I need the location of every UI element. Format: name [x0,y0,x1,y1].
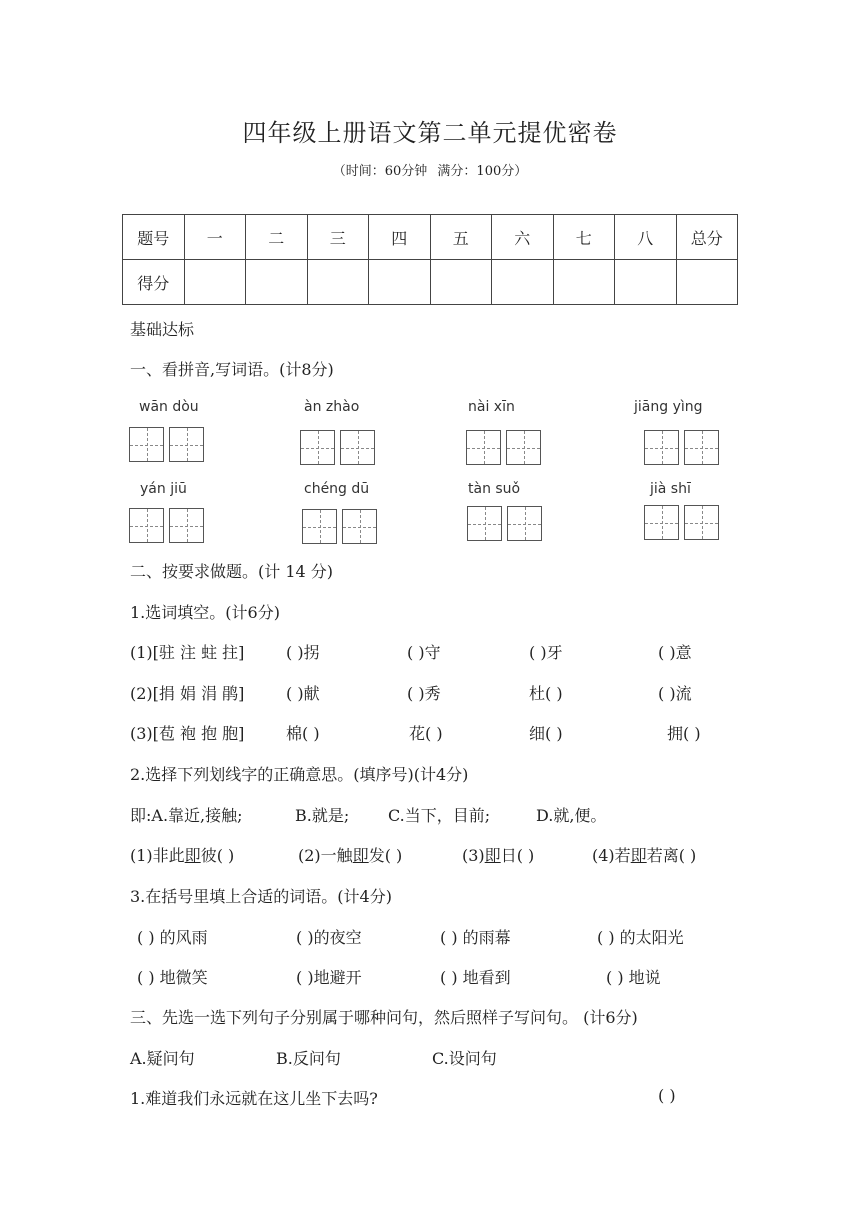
character-writing-box[interactable] [169,427,204,462]
score-cell[interactable] [676,260,738,305]
character-writing-box[interactable] [507,506,542,541]
underline-question[interactable]: (1)非此即彼( ) [130,846,235,865]
character-writing-box[interactable] [466,430,501,465]
header-cell: 四 [369,215,431,260]
score-cell[interactable] [184,260,246,305]
question-1-heading: 一、看拼音,写词语。(计8分) [130,360,334,379]
header-cell: 一 [184,215,246,260]
score-table-header-row [123,215,738,260]
question-type-option: C.设问句 [432,1049,497,1068]
question-3-heading: 三、先选一选下列句子分别属于哪种问句，然后照样子写问句。 (计6分) [130,1008,638,1027]
fill-blank[interactable]: 花( ) [409,724,443,743]
fill-phrase[interactable]: ( ) 地说 [606,968,661,987]
fill-blank[interactable]: ( )意 [658,643,692,662]
score-row-label: 得分 [123,260,185,305]
section-basic: 基础达标 [130,320,195,339]
fill-phrase[interactable]: ( ) 的风雨 [137,928,208,947]
character-writing-box[interactable] [169,508,204,543]
underline-question[interactable]: (4)若即若离( ) [592,846,697,865]
fill-phrase[interactable]: ( ) 的雨幕 [440,928,511,947]
fill-blank[interactable]: 棉( ) [286,724,320,743]
pinyin-label: jiāng yìng [634,399,703,415]
score-cell[interactable] [307,260,369,305]
header-cell: 六 [492,215,554,260]
question-type-option: B.反问句 [276,1049,341,1068]
score-cell[interactable] [553,260,615,305]
question-2-3-heading: 3.在括号里填上合适的词语。(计4分) [130,887,392,906]
question-type-option: A.疑问句 [130,1049,195,1068]
score-cell[interactable] [246,260,308,305]
pinyin-label: tàn suǒ [468,481,521,497]
answer-blank[interactable]: ( ) [658,1086,676,1105]
score-table-score-row [123,260,738,305]
fill-blank[interactable]: 杜( ) [529,684,563,703]
header-cell: 八 [615,215,677,260]
question-2-heading: 二、按要求做题。(计 14 分) [130,562,334,581]
pinyin-label: àn zhào [304,399,360,415]
score-cell[interactable] [492,260,554,305]
pinyin-label: yán jiū [140,481,187,497]
exam-info: （时间：60分钟 满分：100分） [332,164,528,179]
character-writing-box[interactable] [644,430,679,465]
character-writing-box[interactable] [300,430,335,465]
page-title: 四年级上册语文第二单元提优密卷 [242,119,618,147]
score-cell[interactable] [615,260,677,305]
fill-phrase[interactable]: ( ) 地微笑 [137,968,208,987]
fill-blank[interactable]: ( )流 [658,684,692,703]
word-choice-group: (1)[驻 注 蛀 拄] [130,643,245,662]
underlined-character: 即 [352,846,369,865]
character-writing-box[interactable] [129,427,164,462]
meaning-option: D.就,便。 [536,806,607,825]
character-writing-box[interactable] [467,506,502,541]
meaning-option: 即:A.靠近,接触; [130,806,243,825]
character-writing-box[interactable] [340,430,375,465]
fill-blank[interactable]: ( )拐 [286,643,320,662]
character-writing-box[interactable] [302,509,337,544]
character-writing-box[interactable] [684,430,719,465]
header-cell: 三 [307,215,369,260]
fill-phrase[interactable]: ( )地避开 [296,968,362,987]
header-cell: 二 [246,215,308,260]
sentence-item: 1.难道我们永远就在这儿坐下去吗? [130,1089,378,1108]
underline-question[interactable]: (2)一触即发( ) [298,846,403,865]
fill-phrase[interactable]: ( ) 的太阳光 [597,928,684,947]
character-writing-box[interactable] [684,505,719,540]
character-writing-box[interactable] [129,508,164,543]
fill-blank[interactable]: ( )守 [407,643,441,662]
underline-question[interactable]: (3)即日( ) [462,846,535,865]
pinyin-label: wān dòu [139,399,199,415]
fill-blank[interactable]: 拥( ) [667,724,701,743]
fill-blank[interactable]: ( )牙 [529,643,563,662]
fill-blank[interactable]: ( )秀 [407,684,441,703]
header-cell: 五 [430,215,492,260]
meaning-option: B.就是; [295,806,350,825]
pinyin-label: jià shī [650,481,691,497]
question-2-1-heading: 1.选词填空。(计6分) [130,603,280,622]
header-cell: 题号 [123,215,185,260]
header-cell: 总分 [676,215,738,260]
fill-phrase[interactable]: ( )的夜空 [296,928,362,947]
underlined-character: 即 [630,846,647,865]
score-cell[interactable] [430,260,492,305]
underlined-character: 即 [484,846,501,865]
score-table [122,214,738,305]
score-cell[interactable] [369,260,431,305]
fill-blank[interactable]: ( )献 [286,684,320,703]
pinyin-label: chéng dū [304,481,370,497]
pinyin-label: nài xīn [468,399,515,415]
underlined-character: 即 [184,846,201,865]
character-writing-box[interactable] [342,509,377,544]
header-cell: 七 [553,215,615,260]
character-writing-box[interactable] [644,505,679,540]
meaning-option: C.当下，目前; [388,806,491,825]
fill-blank[interactable]: 细( ) [529,724,563,743]
word-choice-group: (2)[捐 娟 涓 鹃] [130,684,245,703]
word-choice-group: (3)[苞 袍 抱 胞] [130,724,245,743]
character-writing-box[interactable] [506,430,541,465]
question-2-2-heading: 2.选择下列划线字的正确意思。(填序号)(计4分) [130,765,469,784]
fill-phrase[interactable]: ( ) 地看到 [440,968,511,987]
